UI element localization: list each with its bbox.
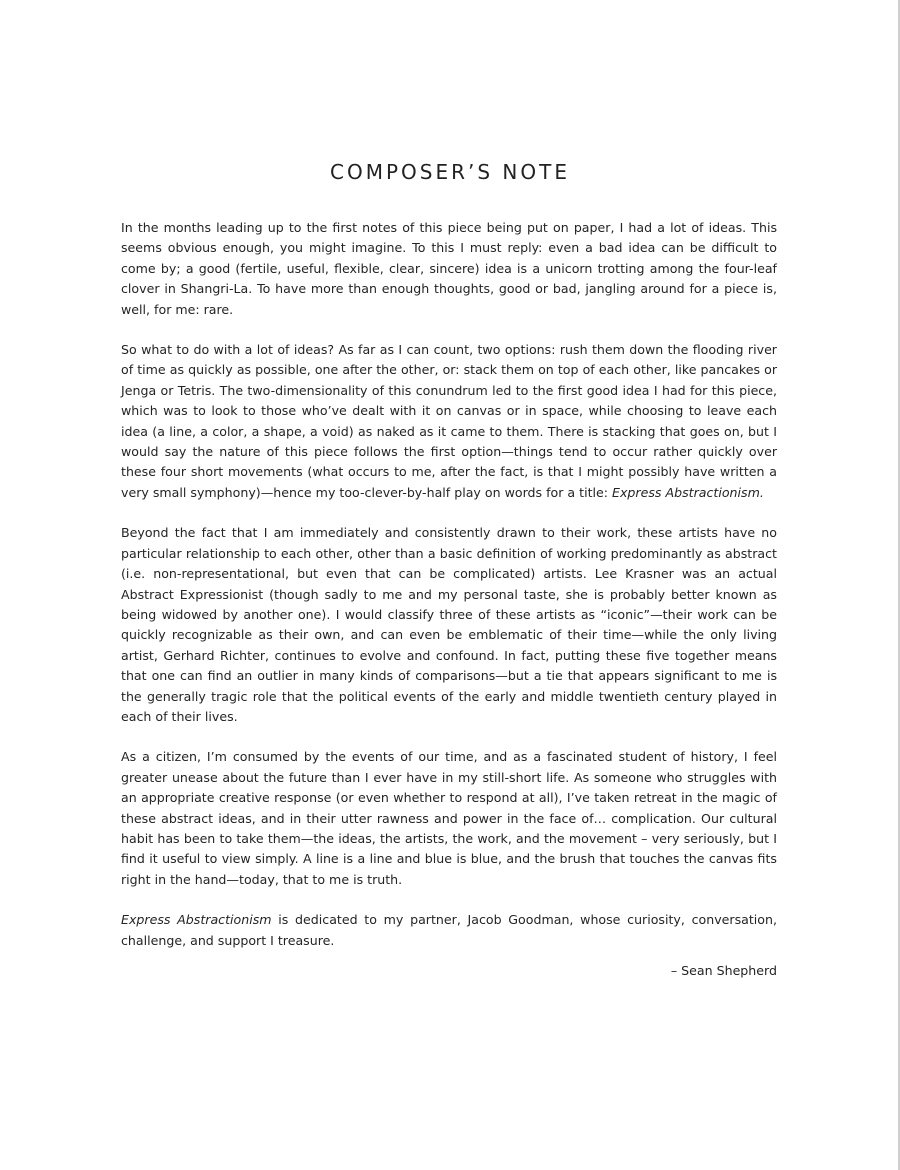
paragraph-5-text: is dedicated to my partner, Jacob Goodman, whose curiosity, conversation, challenge, and support I treasure.	[121, 912, 777, 948]
note-body	[121, 218, 777, 978]
paragraph-3: Beyond the fact that I am immediately and consistently drawn to their work, these artists have no particular relationship to each other, other than a basic definition of working predominantly as abstract (i.e. non-representational, but even that can be complicated) artists. Lee Krasner was an actual Abstract Expressionist (though sadly to me and my personal taste, she is probably better known as being widowed by another one). I would classify three of these artists as “iconic”—their work can be quickly recognizable as their own, and can even be emblematic of their time—while the only living artist, Gerhard Richter, continues to evolve and confound. In fact, putting these five together means that one can find an outlier in many kinds of comparisons—but a tie that appears significant to me is the generally tragic role that the political events of the early and middle twentieth century played in each of their lives.	[121, 525, 777, 724]
paragraph-4: As a citizen, I’m consumed by the events of our time, and as a fascinated student of history, I feel greater unease about the future than I ever have in my still-short life. As someone who struggles with an appropriate creative response (or even whether to respond at all), I’ve taken retreat in the magic of these abstract ideas, and in their utter rawness and power in the face of… complication. Our cultural habit has been to take them—the ideas, the artists, the work, and the movement – very seriously, but I find it useful to view simply. A line is a line and blue is blue, and the brush that touches the canvas fits right in the hand—today, that to me is truth.	[121, 749, 777, 887]
paragraph-5	[121, 910, 777, 951]
paragraph-2	[121, 340, 777, 503]
author-signature: – Sean Shepherd	[670, 963, 777, 978]
page-title: COMPOSER’S NOTE	[330, 160, 570, 184]
paragraph-5-work-title: Express Abstractionism	[121, 912, 272, 928]
paragraph-1: In the months leading up to the first notes of this piece being put on paper, I had a lot of ideas. This seems obvious enough, you might imagine. To this I must reply: even a bad idea can be difficult to come by; a good (fertile, useful, flexible, clear, sincere) idea is a unicorn trotting among the four-leaf clover in Shangri-La. To have more than enough thoughts, good or bad, jangling around for a piece is, well, for me: rare.	[121, 220, 777, 317]
paragraph-2-work-title: Express Abstractionism.	[612, 484, 764, 500]
paragraph-2-text: So what to do with a lot of ideas? As far as I can count, two options: rush them down the flooding river of time as quickly as possible, one after the other, or: stack them on top of each other, like pancakes or Jenga or Tetris. The two-dimensionality of this conundrum led to the first good idea I had for this piece, which was to look to those who’ve dealt with it on canvas or in space, while choosing to leave each idea (a line, a color, a shape, a void) as naked as it came to them. There is stacking that goes on, but I would say the nature of this piece follows the first option—things tend to occur rather quickly over these four short movements (what occurs to me, after the fact, is that I might possibly have written a very small symphony)—hence my too-clever-by-half play on words for a title:	[121, 342, 777, 500]
